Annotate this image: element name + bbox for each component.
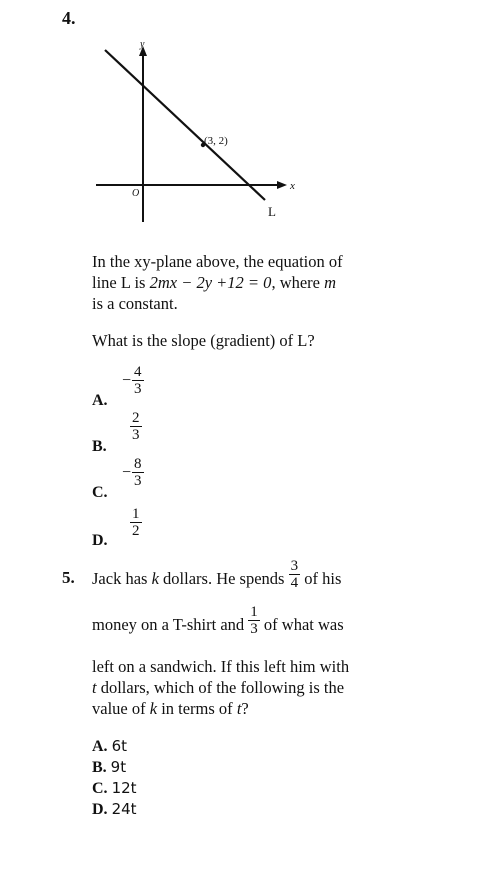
q5-option-c[interactable]: C. 12t <box>92 779 137 797</box>
stem-line-3: is a constant. <box>92 294 178 313</box>
question-5-number: 5. <box>62 568 75 587</box>
q5-line-4: t dollars, which of the following is the <box>92 678 345 697</box>
x-axis-arrow <box>277 181 287 189</box>
q5-options <box>92 736 137 820</box>
question-4-prompt: What is the slope (gradient) of L? <box>92 331 315 350</box>
q5-line-3: left on a sandwich. If this left him with <box>92 657 350 676</box>
line-l <box>105 50 265 200</box>
question-5-stem <box>92 557 412 719</box>
stem-line-2: line L is 2mx − 2y +12 = 0, where m <box>92 273 337 292</box>
origin-label: O <box>132 188 140 199</box>
q5-line-2: money on a T-shirt and $\frac{1}{3}$ of what was <box>92 603 344 637</box>
x-axis-label: x <box>290 180 295 192</box>
q5-option-b[interactable]: B. 9t <box>92 758 127 776</box>
question-4-number: 4. <box>62 8 76 28</box>
point-label: (3, 2) <box>204 135 228 147</box>
q5-option-d[interactable]: D. 24t <box>92 800 137 818</box>
coordinate-graph <box>0 0 481 240</box>
equation: 2mx − 2y +12 = 0 <box>149 273 272 292</box>
line-label: L <box>268 204 276 219</box>
fraction-one-third: $\frac{1}{3}$ <box>250 603 258 637</box>
fraction-three-quarters: $\frac{3}{4}$ <box>290 557 299 591</box>
y-axis-label: y <box>140 39 145 50</box>
q5-option-a[interactable]: A. 6t <box>92 737 127 755</box>
q5-line-1: Jack has k dollars. He spends $\frac{3}{4}$ of his <box>92 557 342 591</box>
stem-line-1: In the xy-plane above, the equation of <box>92 252 343 271</box>
q5-line-5: value of k in terms of t? <box>92 699 249 718</box>
question-4-stem <box>92 251 412 314</box>
